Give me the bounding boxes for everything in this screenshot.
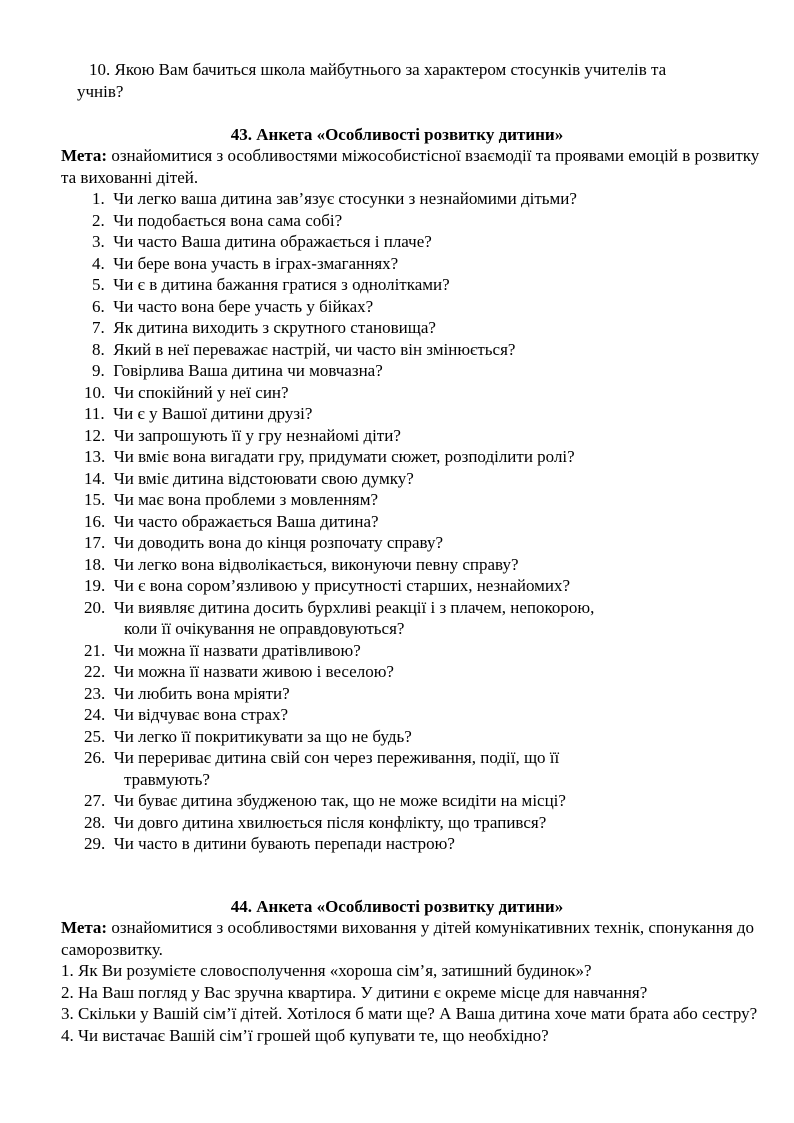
question-item bbox=[86, 575, 766, 597]
question-line bbox=[84, 747, 766, 769]
question-item bbox=[86, 726, 766, 748]
question-item: 4. Чи вистачає Вашій сім’ї грошей щоб купувати те, що необхідно? bbox=[61, 1025, 549, 1045]
question-continuation: травмують? bbox=[124, 769, 210, 789]
question-number: 19. bbox=[84, 576, 106, 595]
question-line bbox=[84, 683, 766, 705]
goal-text: ознайомитися з особливостями виховання у дітей комунікативних технік, спонукання до саморозвитку. bbox=[61, 918, 755, 959]
question-number: 28. bbox=[84, 812, 106, 832]
question-text: Говірлива Ваша дитина чи мовчазна? bbox=[113, 361, 383, 380]
question-text: Чи довго дитина хвилюється після конфлікту, що трапився? bbox=[113, 812, 547, 832]
question-line bbox=[84, 661, 766, 683]
question-item bbox=[86, 274, 766, 296]
question-text: Чи бере вона участь в іграх-змаганнях? bbox=[113, 253, 399, 273]
question-item bbox=[86, 554, 766, 576]
question-text: Чи часто Ваша дитина ображається і плаче? bbox=[113, 232, 432, 251]
question-number: 27. bbox=[84, 791, 106, 810]
question-number: 2. bbox=[92, 210, 105, 230]
question-number: 14. bbox=[84, 468, 106, 488]
question-line bbox=[92, 274, 766, 296]
question-number: 24. bbox=[84, 705, 106, 724]
question-line bbox=[84, 489, 766, 511]
question-number: 11. bbox=[84, 404, 105, 423]
question-item bbox=[86, 360, 766, 382]
question-line bbox=[92, 210, 766, 232]
question-text: Чи легко її покритикувати за що не будь? bbox=[113, 726, 412, 746]
question-text: Чи відчуває вона страх? bbox=[113, 705, 289, 724]
question-item bbox=[86, 468, 766, 490]
question-item bbox=[86, 640, 766, 662]
section-43-goal bbox=[61, 145, 761, 188]
question-item: 2. На Ваш погляд у Вас зручна квартира. У дитини є окреме місце для навчання? bbox=[61, 982, 648, 1002]
question-text: Чи легко вона відволікається, виконуючи певну справу? bbox=[113, 554, 519, 574]
question-item bbox=[86, 661, 766, 683]
question-line bbox=[92, 188, 766, 210]
question-line bbox=[84, 704, 766, 726]
question-text: Чи подобається вона сама собі? bbox=[113, 210, 343, 230]
question-line bbox=[92, 317, 766, 339]
question-text: Чи виявляє дитина досить бурхливі реакції і з плачем, непокорою, bbox=[113, 597, 595, 617]
question-text: Чи можна її назвати дратівливою? bbox=[113, 640, 361, 660]
section-44-question-list bbox=[61, 960, 761, 1046]
question-text: Чи має вона проблеми з мовленням? bbox=[113, 490, 379, 509]
intro-text: Якою Вам бачиться школа майбутнього за характером стосунків учителів та bbox=[114, 60, 667, 79]
question-line bbox=[84, 790, 766, 812]
question-item bbox=[86, 812, 766, 834]
question-text: Чи є у Вашої дитини друзі? bbox=[113, 404, 313, 423]
question-item bbox=[86, 833, 766, 855]
question-continuation: коли її очікування не оправдовуються? bbox=[124, 619, 405, 638]
question-text: Чи буває дитина збудженою так, що не може всидіти на місці? bbox=[113, 791, 566, 810]
question-number: 4. bbox=[92, 253, 105, 273]
goal-label: Мета: bbox=[61, 918, 108, 937]
question-line bbox=[84, 575, 766, 597]
question-item bbox=[86, 747, 766, 790]
question-line bbox=[84, 511, 766, 533]
question-number: 10. bbox=[84, 382, 106, 402]
question-number: 9. bbox=[92, 361, 105, 380]
question-text: Чи доводить вона до кінця розпочату справу? bbox=[113, 533, 444, 552]
question-item bbox=[86, 317, 766, 339]
question-text: Як дитина виходить з скрутного становища? bbox=[113, 318, 436, 337]
intro-question bbox=[77, 59, 769, 102]
section-44-title: 44. Анкета «Особливості розвитку дитини» bbox=[230, 897, 564, 916]
question-line bbox=[84, 446, 766, 468]
question-number: 18. bbox=[84, 554, 106, 574]
question-item bbox=[86, 446, 766, 468]
question-line bbox=[84, 382, 766, 404]
question-text: Чи легко ваша дитина зав’язує стосунки з незнайомими дітьми? bbox=[113, 189, 577, 208]
question-number: 13. bbox=[84, 447, 106, 466]
question-text: Чи часто в дитини бувають перепади настрою? bbox=[113, 834, 455, 853]
question-text: Чи є вона сором’язливою у присутності старших, незнайомих? bbox=[113, 576, 571, 595]
question-text: Чи перериває дитина свій сон через переживання, події, що її bbox=[113, 748, 560, 767]
question-number: 23. bbox=[84, 683, 106, 703]
question-item bbox=[86, 403, 766, 425]
question-text: Чи часто вона бере участь у бійках? bbox=[113, 296, 374, 316]
question-text: Чи вміє дитина відстоювати свою думку? bbox=[113, 468, 414, 488]
question-item bbox=[86, 597, 766, 640]
question-number: 12. bbox=[84, 425, 106, 445]
question-text: Чи можна її назвати живою і веселою? bbox=[113, 662, 394, 681]
question-line bbox=[84, 532, 766, 554]
question-item: 1. Як Ви розумієте словосполучення «хороша сім’я, затишний будинок»? bbox=[61, 961, 592, 980]
question-text: Чи спокійний у неї син? bbox=[113, 382, 289, 402]
section-43-title: 43. Анкета «Особливості розвитку дитини» bbox=[230, 125, 564, 144]
question-item bbox=[86, 489, 766, 511]
question-item bbox=[86, 296, 766, 318]
question-line bbox=[84, 554, 766, 576]
question-item bbox=[86, 532, 766, 554]
goal-label: Мета: bbox=[61, 146, 108, 165]
intro-continuation: учнів? bbox=[77, 81, 124, 101]
question-text: Чи запрошують її у гру незнайомі діти? bbox=[113, 425, 401, 445]
question-line bbox=[84, 726, 766, 748]
question-number: 8. bbox=[92, 339, 105, 359]
goal-text: ознайомитися з особливостями міжособистісної взаємодії та проявами емоцій в розвитку та вихованні дітей. bbox=[61, 146, 760, 187]
question-item bbox=[86, 511, 766, 533]
question-number: 7. bbox=[92, 318, 105, 337]
question-number: 6. bbox=[92, 296, 105, 316]
question-line bbox=[92, 296, 766, 318]
intro-line bbox=[89, 59, 769, 81]
question-item bbox=[86, 253, 766, 275]
question-line bbox=[92, 253, 766, 275]
question-item bbox=[86, 704, 766, 726]
question-line bbox=[92, 360, 766, 382]
question-number: 26. bbox=[84, 748, 106, 767]
question-item bbox=[86, 382, 766, 404]
question-line bbox=[84, 597, 766, 619]
question-number: 22. bbox=[84, 662, 106, 681]
question-line bbox=[84, 640, 766, 662]
intro-number: 10. bbox=[89, 60, 111, 79]
question-line bbox=[92, 231, 766, 253]
question-item bbox=[86, 231, 766, 253]
question-item bbox=[86, 683, 766, 705]
question-number: 17. bbox=[84, 533, 106, 552]
question-line bbox=[84, 468, 766, 490]
question-number: 29. bbox=[84, 834, 106, 853]
question-number: 3. bbox=[92, 232, 105, 251]
question-text: Який в неї переважає настрій, чи часто він змінюється? bbox=[113, 339, 516, 359]
section-44-goal bbox=[61, 917, 761, 960]
question-number: 21. bbox=[84, 640, 106, 660]
question-line bbox=[84, 833, 766, 855]
question-line bbox=[84, 403, 766, 425]
question-text: Чи вміє вона вигадати гру, придумати сюжет, розподілити ролі? bbox=[113, 447, 575, 466]
question-item: 3. Скільки у Вашій сім’ї дітей. Хотілося б мати ще? А Ваша дитина хоче мати брата або сестру? bbox=[61, 1004, 758, 1023]
question-number: 15. bbox=[84, 490, 106, 509]
question-item bbox=[86, 188, 766, 210]
question-item bbox=[86, 210, 766, 232]
section-43-question-list bbox=[86, 188, 766, 855]
question-number: 20. bbox=[84, 597, 106, 617]
question-line bbox=[92, 339, 766, 361]
question-text: Чи є в дитина бажання гратися з однолітками? bbox=[113, 275, 450, 294]
question-line bbox=[84, 425, 766, 447]
question-number: 16. bbox=[84, 511, 106, 531]
question-item bbox=[86, 790, 766, 812]
question-item bbox=[86, 339, 766, 361]
question-number: 1. bbox=[92, 189, 105, 208]
question-line bbox=[84, 812, 766, 834]
question-number: 25. bbox=[84, 726, 106, 746]
question-text: Чи часто ображається Ваша дитина? bbox=[113, 511, 379, 531]
question-text: Чи любить вона мріяти? bbox=[113, 683, 290, 703]
question-number: 5. bbox=[92, 275, 105, 294]
question-item bbox=[86, 425, 766, 447]
